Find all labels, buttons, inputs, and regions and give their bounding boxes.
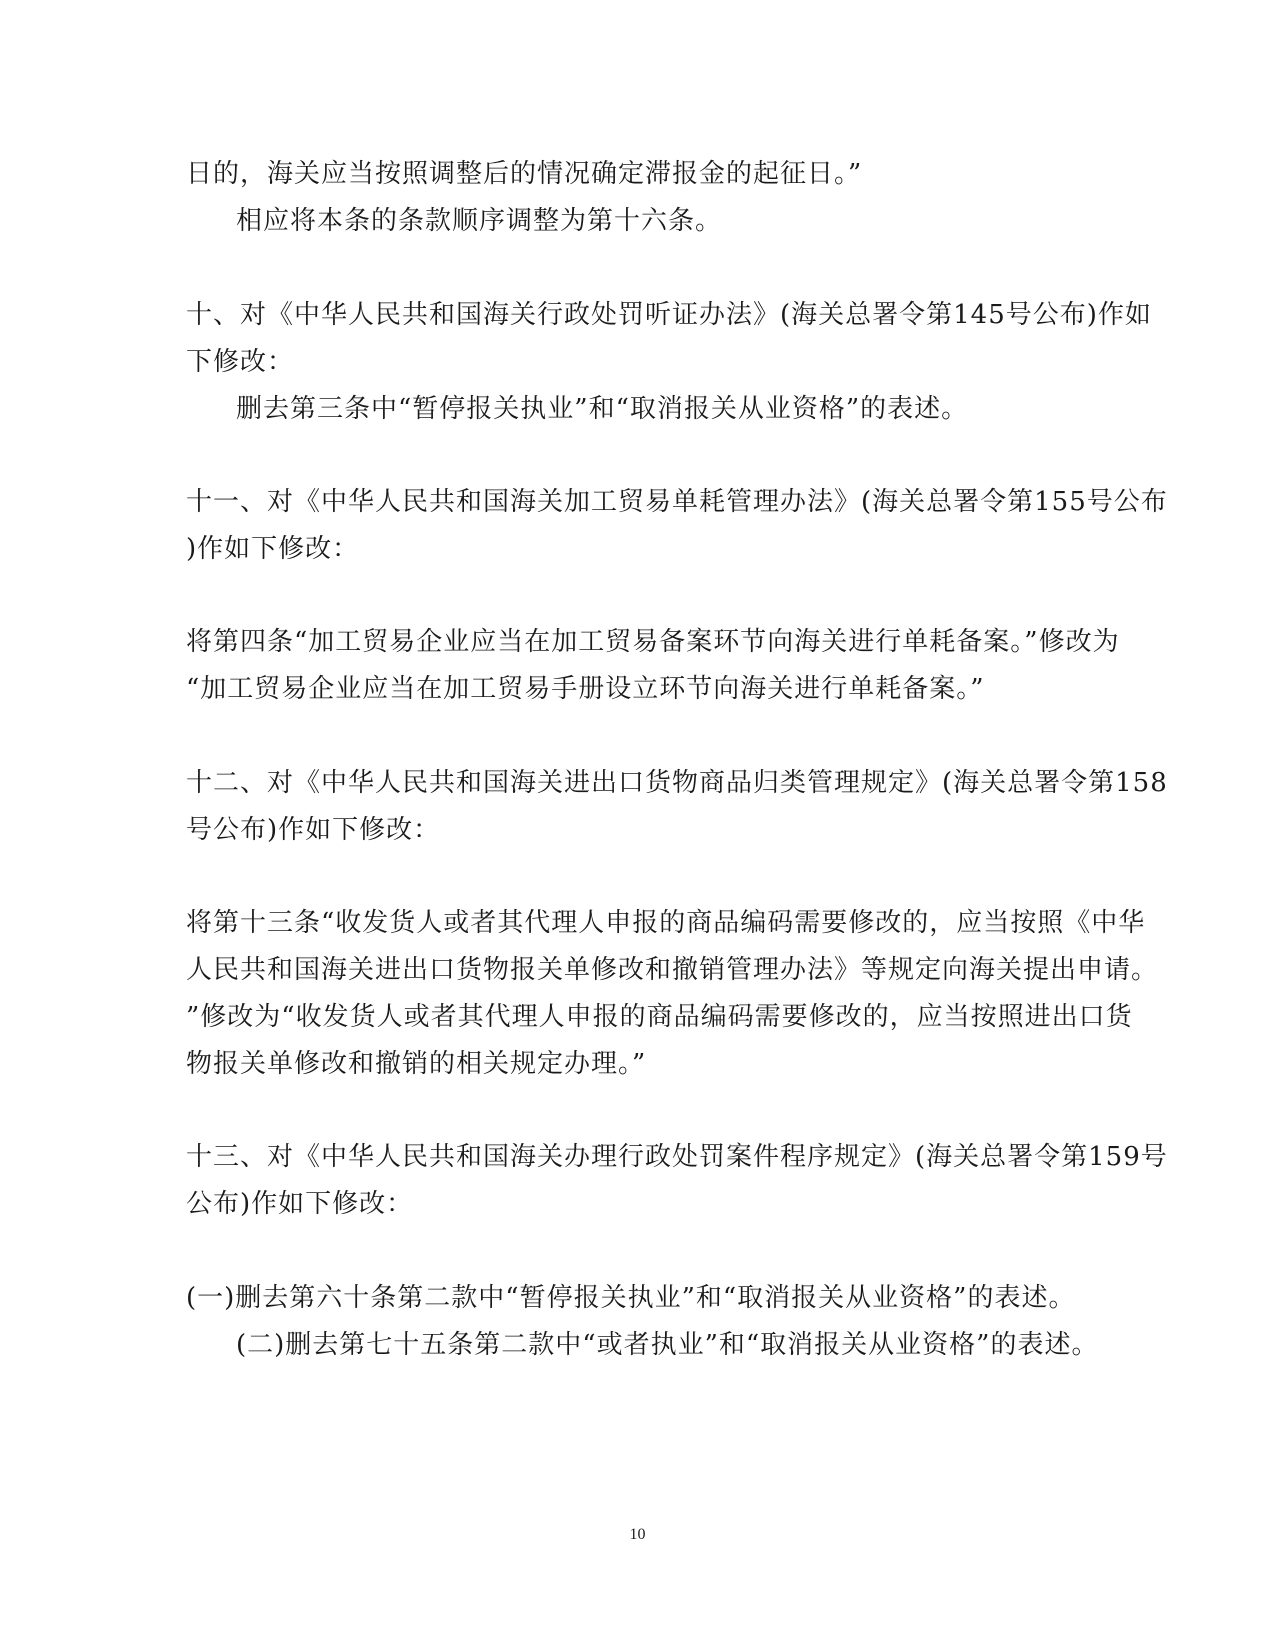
text-line: ”修改为“收发货人或者其代理人申报的商品编码需要修改的，应当按照进出口货 [186,1002,1133,1032]
text-line: 删去第三条中“暂停报关执业”和“取消报关从业资格”的表述。 [236,394,969,424]
section-heading: 十二、对《中华人民共和国海关进出口货物商品归类管理规定》(海关总署令第158 [186,768,1168,798]
text-line: (二)删去第七十五条第二款中“或者执业”和“取消报关从业资格”的表述。 [236,1330,1099,1360]
text-line: (一)删去第六十条第二款中“暂停报关执业”和“取消报关从业资格”的表述。 [186,1283,1076,1313]
text-line: 将第十三条“收发货人或者其代理人申报的商品编码需要修改的，应当按照《中华 [186,908,1146,938]
text-line: 日的，海关应当按照调整后的情况确定滞报金的起征日。” [186,159,863,189]
text-line: )作如下修改： [186,534,360,564]
section-heading: 十一、对《中华人民共和国海关加工贸易单耗管理办法》(海关总署令第155号公布 [186,487,1168,517]
text-line: 下修改： [186,347,295,377]
text-line: 人民共和国海关进出口货物报关单修改和撤销管理办法》等规定向海关提出申请。 [186,955,1159,985]
text-line: “加工贸易企业应当在加工贸易手册设立环节向海关进行单耗备案。” [186,674,985,704]
text-line: 相应将本条的条款顺序调整为第十六条。 [236,206,723,236]
text-line: 将第四条“加工贸易企业应当在加工贸易备案环节向海关进行单耗备案。”修改为 [186,627,1120,657]
text-line: 号公布)作如下修改： [186,815,441,845]
text-line: 物报关单修改和撤销的相关规定办理。” [186,1049,647,1079]
text-line: 公布)作如下修改： [186,1189,414,1219]
page-number: 10 [629,1526,646,1543]
section-heading: 十三、对《中华人民共和国海关办理行政处罚案件程序规定》(海关总署令第159号 [186,1142,1168,1172]
section-heading: 十、对《中华人民共和国海关行政处罚听证办法》(海关总署令第145号公布)作如 [186,300,1152,330]
